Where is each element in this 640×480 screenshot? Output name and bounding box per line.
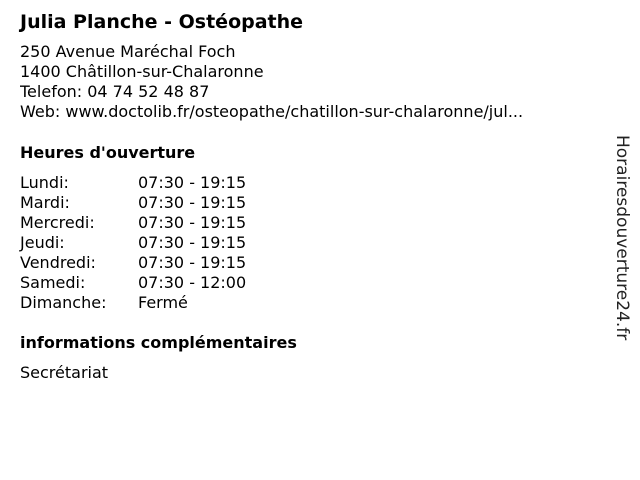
time-value: 07:30 - 19:15: [138, 213, 247, 232]
hours-row-wednesday: [20, 213, 600, 233]
additional-info-text: Secrétariat: [20, 363, 109, 382]
day-label: Jeudi:: [20, 233, 65, 252]
opening-hours-heading: Heures d'ouverture: [20, 143, 196, 162]
phone-number: Telefon: 04 74 52 48 87: [20, 82, 210, 101]
city-address: 1400 Châtillon-sur-Chalaronne: [20, 62, 264, 81]
address-block: [20, 42, 600, 122]
street-address: 250 Avenue Maréchal Foch: [20, 42, 236, 61]
hours-row-thursday: [20, 233, 600, 253]
day-label: Lundi:: [20, 173, 69, 192]
time-value: 07:30 - 19:15: [138, 193, 247, 212]
hours-row-saturday: [20, 273, 600, 293]
time-value: 07:30 - 19:15: [138, 173, 247, 192]
hours-row-sunday: [20, 293, 600, 313]
time-value: 07:30 - 12:00: [138, 273, 247, 292]
watermark: Horairesdouverture24.fr: [612, 135, 632, 341]
business-title: Julia Planche - Ostéopathe: [20, 11, 304, 33]
time-value: 07:30 - 19:15: [138, 253, 247, 272]
hours-row-tuesday: [20, 193, 600, 213]
time-value: 07:30 - 19:15: [138, 233, 247, 252]
day-label: Mardi:: [20, 193, 70, 212]
day-label: Dimanche:: [20, 293, 107, 312]
business-card: [20, 10, 600, 383]
hours-row-monday: [20, 173, 600, 193]
time-value: Fermé: [138, 293, 188, 312]
website-link[interactable]: Web: www.doctolib.fr/osteopathe/chatillon-sur-chalaronne/jul...: [20, 102, 524, 121]
day-label: Samedi:: [20, 273, 86, 292]
day-label: Mercredi:: [20, 213, 95, 232]
opening-hours-list: [20, 173, 600, 313]
additional-info-heading: informations complémentaires: [20, 333, 297, 352]
hours-row-friday: [20, 253, 600, 273]
day-label: Vendredi:: [20, 253, 96, 272]
